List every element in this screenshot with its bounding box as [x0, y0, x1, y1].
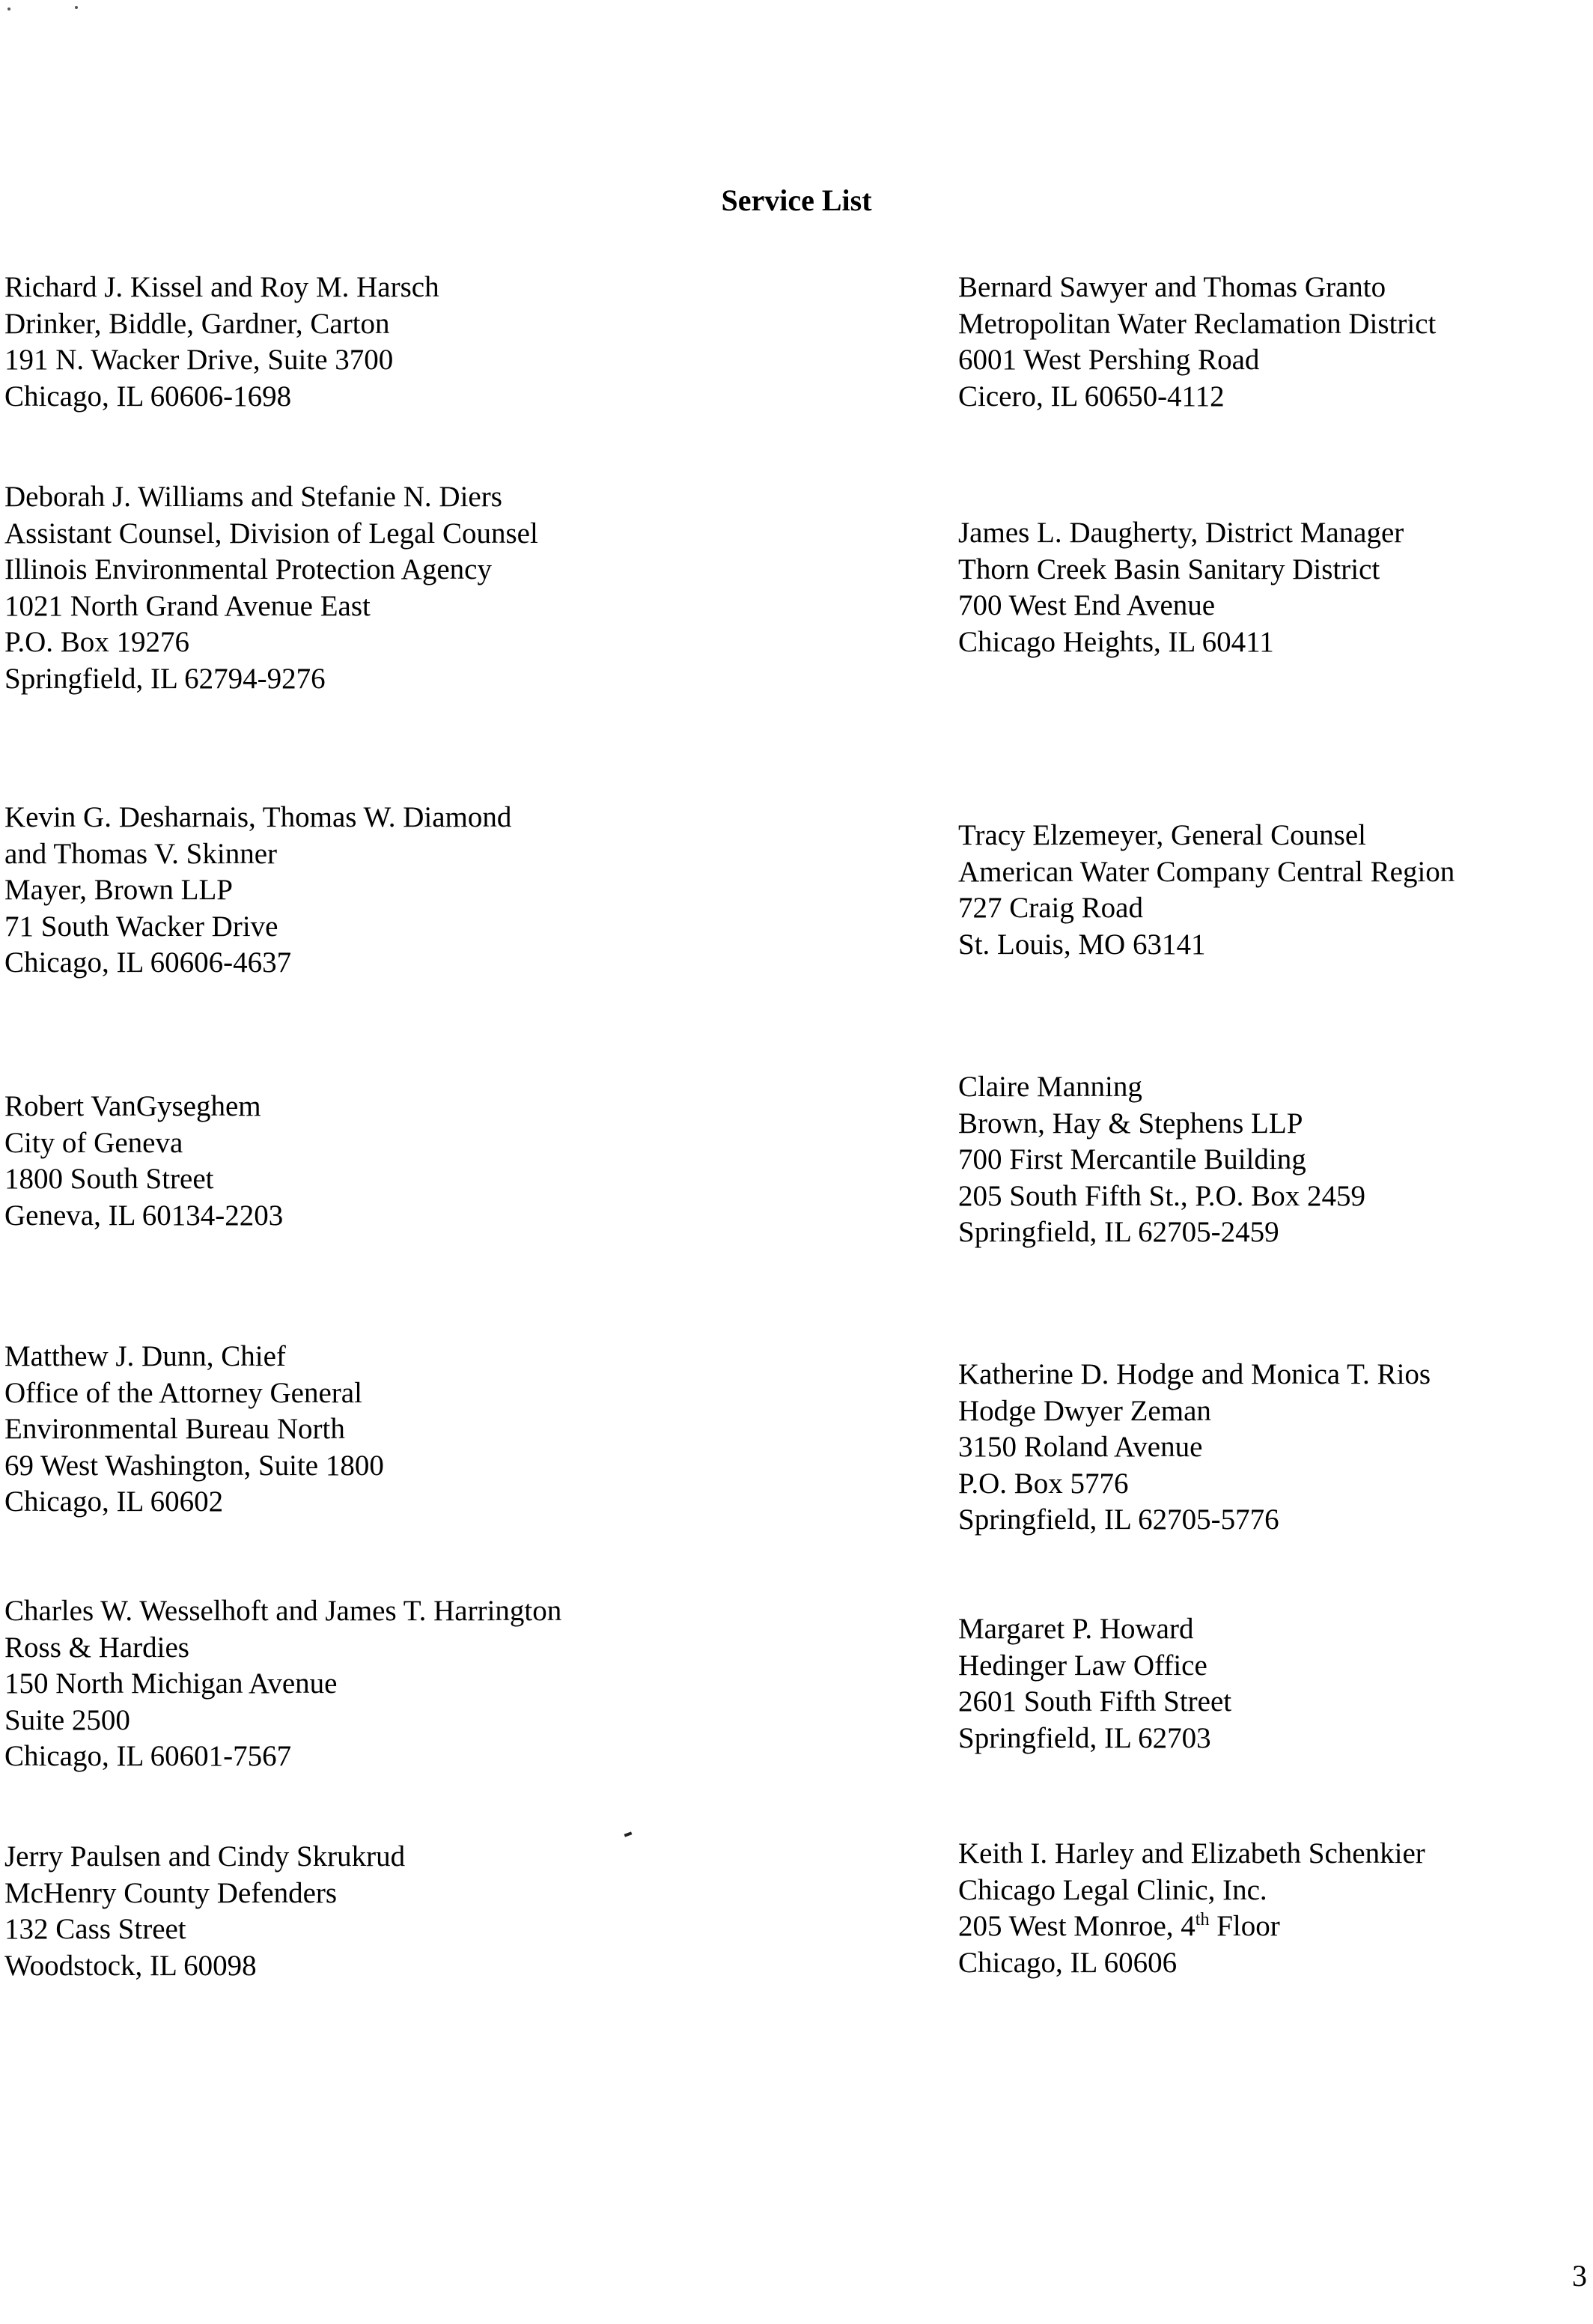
recipient-address-line: Suite 2500	[4, 1703, 130, 1736]
recipient-name: Charles W. Wesselhoft and James T. Harrington	[4, 1595, 562, 1627]
recipient-block	[4, 800, 511, 982]
recipient-block	[4, 1339, 384, 1521]
recipient-address-line: 3150 Roland Avenue	[958, 1431, 1203, 1463]
recipient-address-line: American Water Company Central Region	[958, 855, 1455, 888]
recipient-address-line: Mayer, Brown LLP	[4, 874, 233, 906]
recipient-name: Robert VanGyseghem	[4, 1090, 261, 1122]
recipient-address-line: McHenry County Defenders	[4, 1876, 338, 1909]
recipient-address-line: Thorn Creek Basin Sanitary District	[958, 553, 1380, 585]
scan-speck	[7, 7, 10, 10]
recipient-address-line: P.O. Box 5776	[958, 1467, 1129, 1500]
recipient-name: Kevin G. Desharnais, Thomas W. Diamond	[4, 801, 512, 833]
recipient-address-line: Chicago, IL 60606-4637	[4, 946, 292, 979]
recipient-address-line: Hodge Dwyer Zeman	[958, 1394, 1211, 1427]
recipient-address-line: Office of the Attorney General	[4, 1376, 362, 1409]
recipient-name: Jerry Paulsen and Cindy Skrukrud	[4, 1840, 406, 1873]
recipient-address-line: Springfield, IL 62705-2459	[958, 1216, 1279, 1248]
recipient-name: Bernard Sawyer and Thomas Granto	[958, 271, 1386, 303]
recipient-address-line: Springfield, IL 62794-9276	[4, 662, 326, 695]
recipient-address-line: Environmental Bureau North	[4, 1413, 345, 1445]
recipient-address-line: 727 Craig Road	[958, 892, 1143, 924]
recipient-address-line: Chicago Legal Clinic, Inc.	[958, 1873, 1267, 1906]
recipient-address-line	[958, 1908, 1425, 1945]
recipient-name: Tracy Elzemeyer, General Counsel	[958, 819, 1366, 851]
recipient-address-line: Geneva, IL 60134-2203	[4, 1199, 284, 1232]
recipient-block	[958, 818, 1455, 963]
recipient-block	[958, 1836, 1425, 1981]
recipient-address-line: 71 South Wacker Drive	[4, 910, 278, 943]
recipient-address-line: Cicero, IL 60650-4112	[958, 380, 1225, 413]
recipient-address-line: 1021 North Grand Avenue East	[4, 589, 371, 622]
recipient-address-line: Illinois Environmental Protection Agency	[4, 553, 492, 585]
recipient-address-line: Chicago Heights, IL 60411	[958, 625, 1274, 658]
recipient-address-line: 1800 South Street	[4, 1163, 214, 1195]
recipient-block	[4, 1089, 283, 1234]
recipient-address-line: 700 West End Avenue	[958, 589, 1216, 621]
recipient-block	[4, 479, 538, 697]
recipient-address-line: Chicago, IL 60601-7567	[4, 1740, 292, 1772]
recipient-name: Katherine D. Hodge and Monica T. Rios	[958, 1358, 1431, 1390]
recipient-block	[4, 1593, 561, 1775]
recipient-address-line: Hedinger Law Office	[958, 1649, 1207, 1682]
recipient-address-line: 205 South Fifth St., P.O. Box 2459	[958, 1179, 1365, 1212]
recipient-name: Deborah J. Williams and Stefanie N. Diers	[4, 481, 502, 513]
recipient-block	[958, 1069, 1365, 1251]
recipient-address-line: City of Geneva	[4, 1126, 183, 1159]
recipient-name: Matthew J. Dunn, Chief	[4, 1340, 286, 1372]
recipient-address-line: Assistant Counsel, Division of Legal Counsel	[4, 517, 538, 550]
recipient-name: Margaret P. Howard	[958, 1613, 1194, 1645]
recipient-address-line: P.O. Box 19276	[4, 626, 190, 658]
recipient-address-line: 2601 South Fifth Street	[958, 1685, 1232, 1718]
recipient-address-line: Brown, Hay & Stephens LLP	[958, 1107, 1303, 1140]
recipient-name: and Thomas V. Skinner	[4, 837, 278, 870]
recipient-block	[958, 515, 1404, 660]
recipient-address-line: Chicago, IL 60606	[958, 1946, 1178, 1979]
ordinal-suffix: th	[1195, 1910, 1210, 1929]
recipient-address-line: Springfield, IL 62705-5776	[958, 1503, 1279, 1536]
recipient-block	[958, 1357, 1431, 1539]
recipient-address-line: 191 N. Wacker Drive, Suite 3700	[4, 344, 394, 376]
recipient-address-line: Ross & Hardies	[4, 1631, 189, 1664]
page-number: 3	[1572, 2259, 1587, 2293]
recipient-address-line: St. Louis, MO 63141	[958, 928, 1206, 961]
scan-speck	[624, 1831, 633, 1837]
scan-speck	[75, 6, 78, 9]
recipient-block	[4, 270, 439, 415]
recipient-name: James L. Daugherty, District Manager	[958, 517, 1404, 549]
recipient-name: Richard J. Kissel and Roy M. Harsch	[4, 271, 439, 303]
recipient-address-line: Springfield, IL 62703	[958, 1721, 1211, 1754]
page-title: Service List	[721, 183, 872, 217]
recipient-block	[958, 1611, 1231, 1756]
recipient-address-line: Woodstock, IL 60098	[4, 1949, 257, 1982]
recipient-address-line: 150 North Michigan Avenue	[4, 1667, 338, 1700]
recipient-name: Claire Manning	[958, 1071, 1142, 1103]
recipient-address-line: Drinker, Biddle, Gardner, Carton	[4, 307, 390, 340]
recipient-address-line: 69 West Washington, Suite 1800	[4, 1449, 384, 1482]
recipient-block	[4, 1839, 405, 1984]
recipient-address-line: Chicago, IL 60606-1698	[4, 380, 292, 413]
recipient-address-line: 700 First Mercantile Building	[958, 1143, 1306, 1175]
address-street: 205 West Monroe, 4	[958, 1910, 1195, 1942]
floor-label: Floor	[1209, 1910, 1280, 1942]
recipient-block	[958, 270, 1436, 415]
recipient-address-line: 132 Cass Street	[4, 1913, 186, 1945]
recipient-address-line: Chicago, IL 60602	[4, 1485, 224, 1518]
recipient-address-line: Metropolitan Water Reclamation District	[958, 307, 1437, 340]
recipient-address-line: 6001 West Pershing Road	[958, 344, 1260, 376]
recipient-name: Keith I. Harley and Elizabeth Schenkier	[958, 1837, 1425, 1870]
